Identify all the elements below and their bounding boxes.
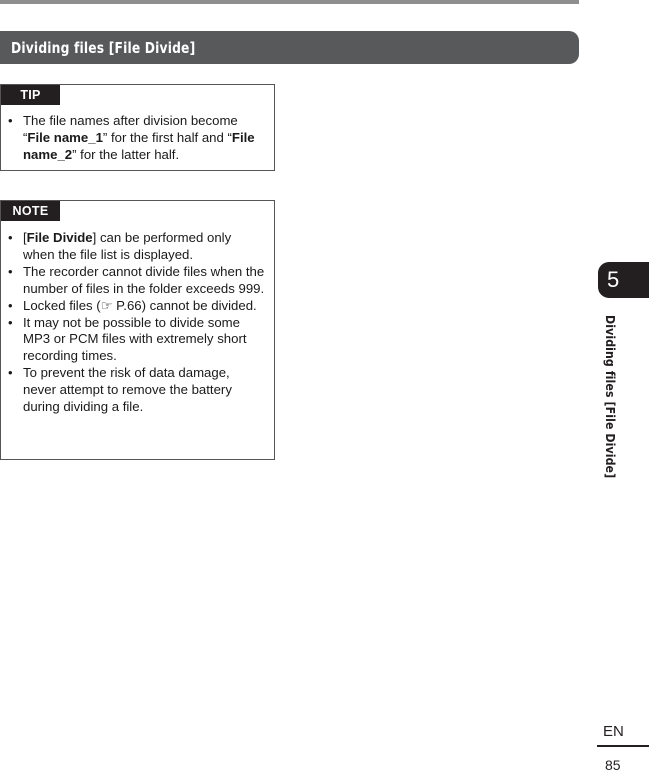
tip-list <box>8 113 266 164</box>
top-rule <box>0 0 579 4</box>
tip-item: • The file names after division become “File name_1” for the first half and “File name_2” for the latter half. <box>8 113 266 164</box>
note-item: • It may not be possible to divide some MP3 or PCM files with extremely short recording times. <box>8 315 266 366</box>
language-divider <box>597 745 649 747</box>
note-label: NOTE <box>1 201 60 221</box>
note-item: • [File Divide] can be performed only when the file list is displayed. <box>8 230 266 264</box>
note-item: • To prevent the risk of data damage, never attempt to remove the battery during dividing a file. <box>8 365 266 416</box>
section-header <box>0 31 579 64</box>
language-label: EN <box>603 723 624 740</box>
note-item: • Locked files (☞ P.66) cannot be divided. <box>8 298 266 315</box>
side-section-title: Dividing files [File Divide] <box>603 315 618 479</box>
tip-label: TIP <box>1 85 60 105</box>
note-box <box>0 200 275 460</box>
chapter-number: 5 <box>607 267 620 292</box>
note-item: • The recorder cannot divide files when the number of files in the folder exceeds 999. <box>8 264 266 298</box>
tip-box <box>0 84 275 171</box>
page-number: 85 <box>605 757 621 773</box>
note-list <box>8 230 266 416</box>
chapter-tab <box>598 262 649 298</box>
section-title: Dividing files [File Divide] <box>11 38 196 57</box>
